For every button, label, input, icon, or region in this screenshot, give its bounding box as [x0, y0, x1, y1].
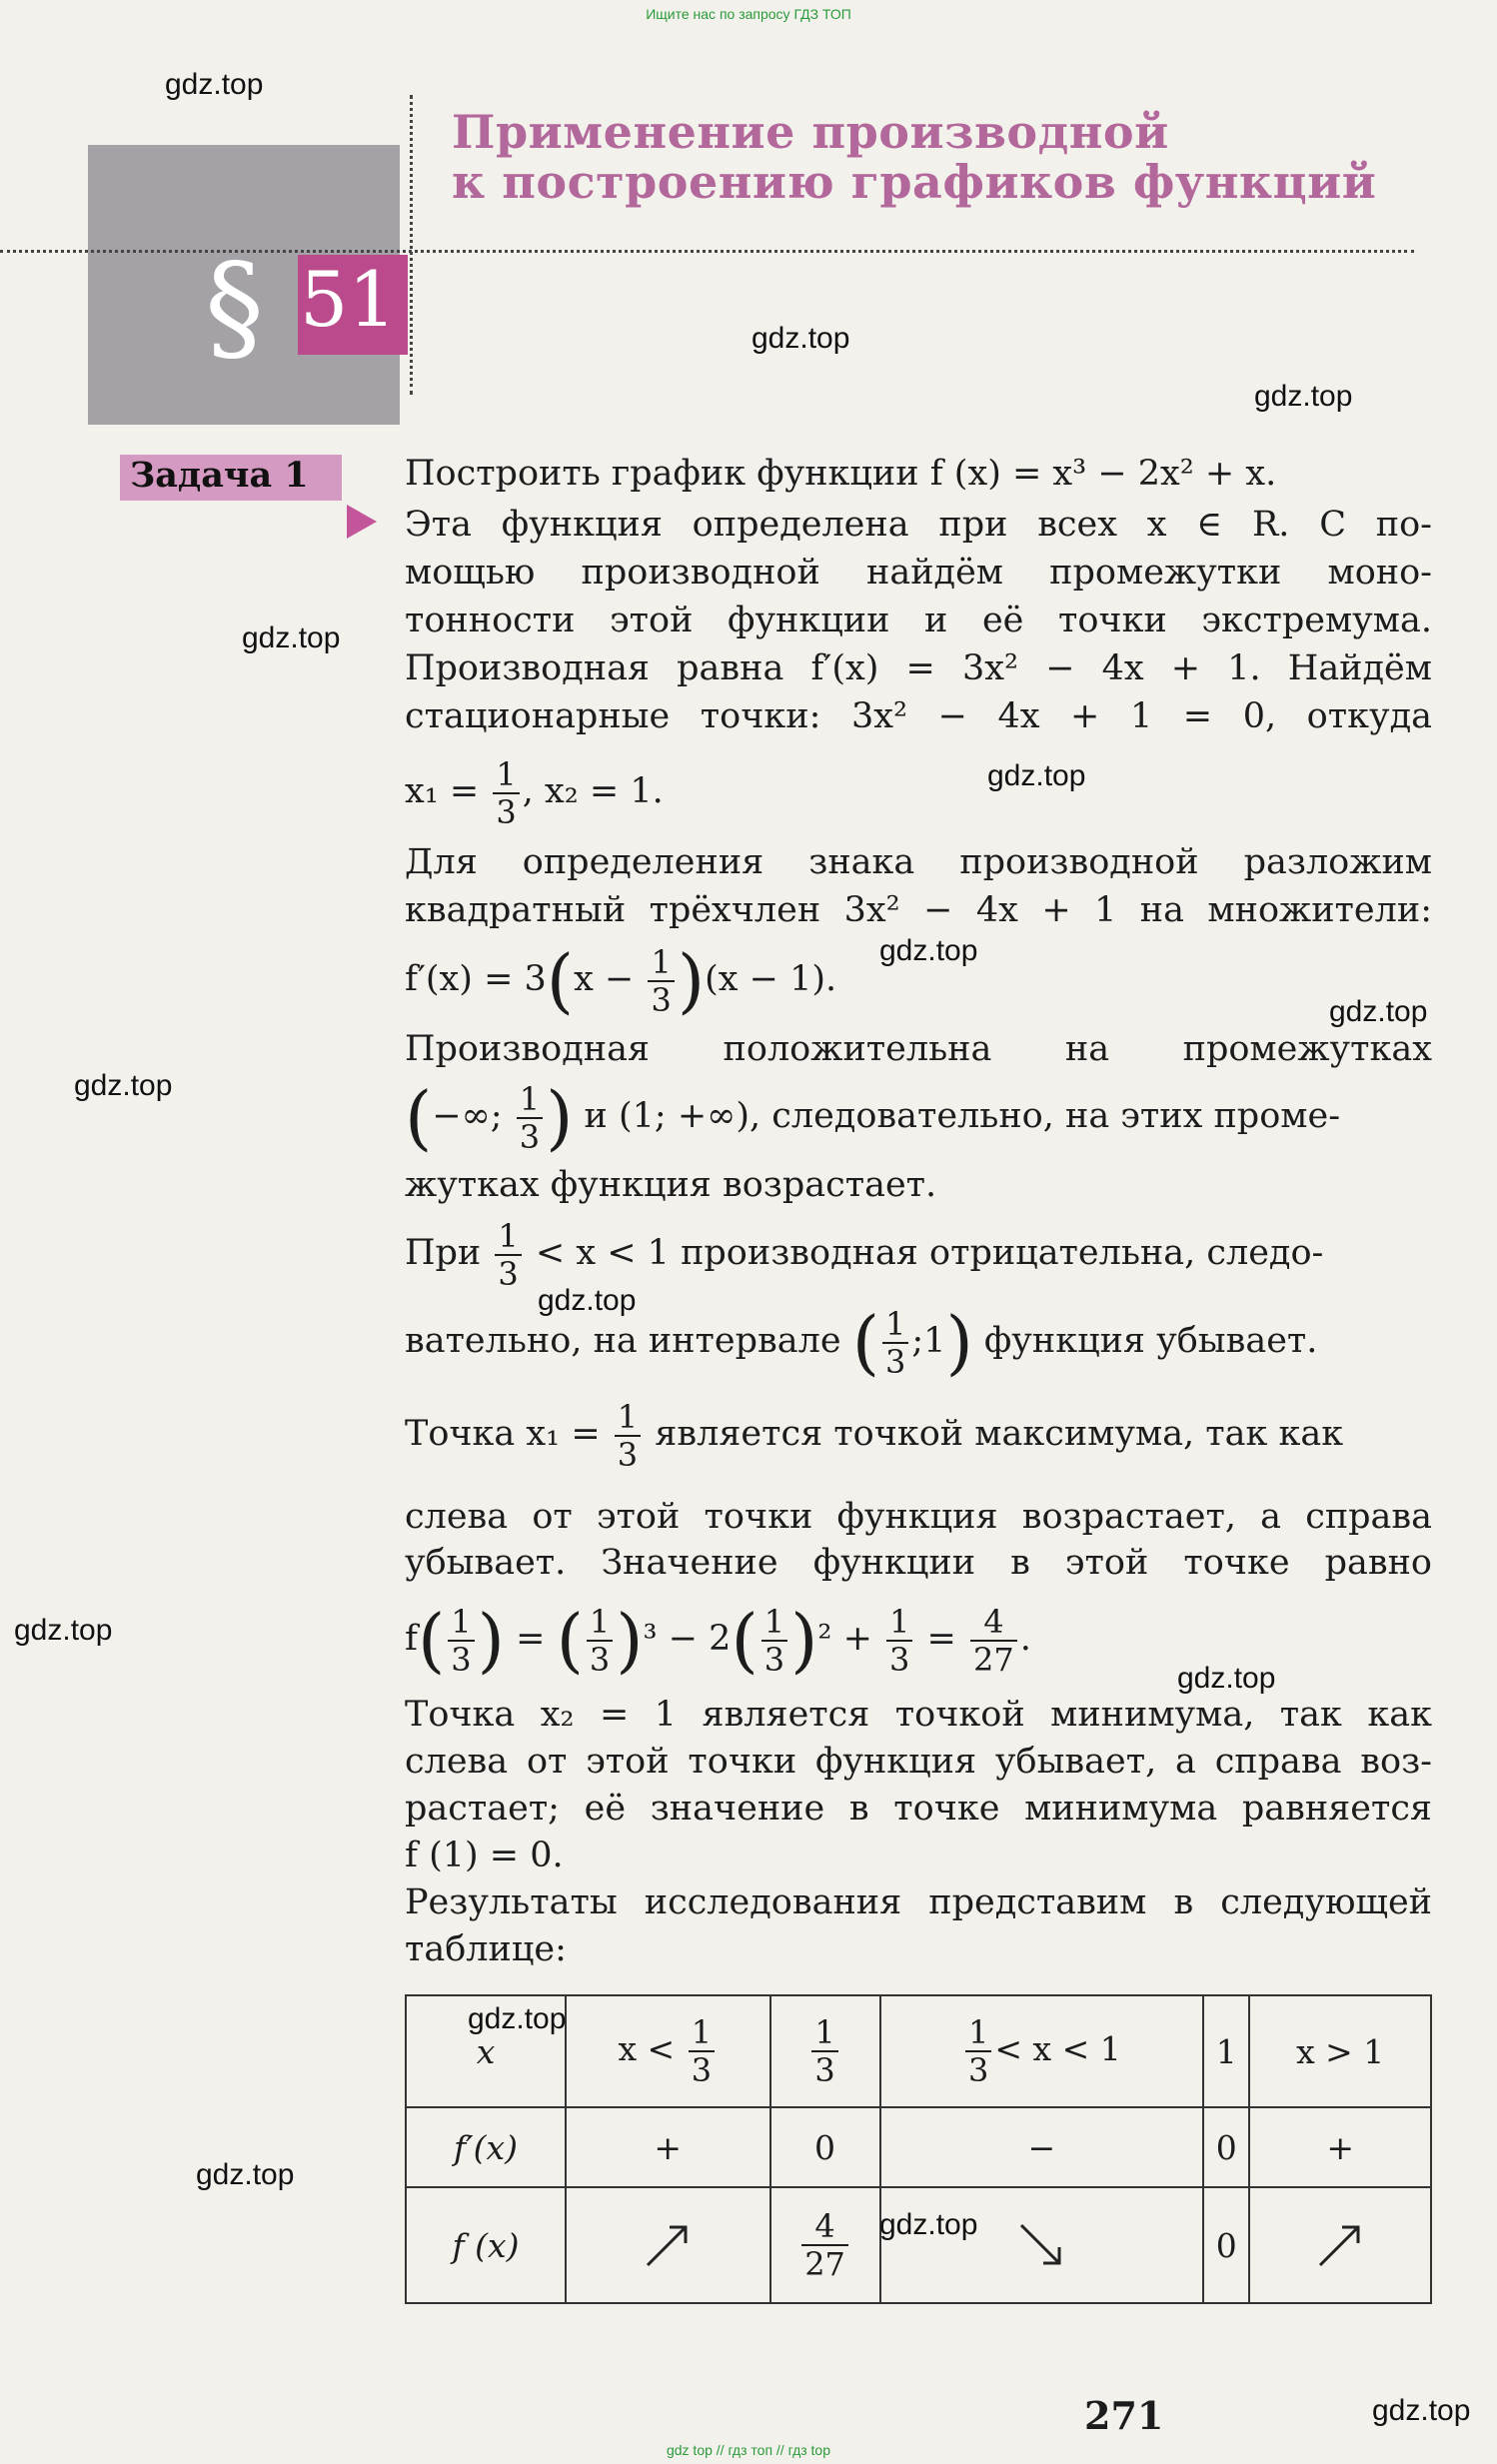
watermark: gdz.top	[242, 621, 341, 654]
table-header-derivative: f′(x)	[406, 2107, 566, 2187]
watermark: gdz.top	[165, 68, 264, 101]
section-sign: §	[205, 238, 264, 376]
table-cell: 0	[1203, 2107, 1249, 2187]
denominator: 3	[889, 1640, 910, 1679]
text-line: Эта функция определена при всех x ∈ R. С по-	[405, 505, 1432, 545]
text-line: тонности этой функции и её точки экстремума.	[405, 601, 1432, 640]
fraction	[493, 756, 519, 830]
numerator: 1	[615, 1399, 641, 1437]
table-cell	[770, 2187, 880, 2303]
text-line: Для определения знака производной разложим	[405, 842, 1432, 882]
numerator: 1	[689, 2014, 715, 2052]
text: x −	[574, 959, 635, 999]
fraction	[448, 1604, 474, 1678]
table-cell: 1	[1203, 1995, 1249, 2107]
text: ² +	[817, 1619, 872, 1659]
paren: )	[677, 939, 706, 1022]
text-line: таблице:	[405, 1929, 567, 1969]
text: является точкой максимума, так как	[655, 1414, 1344, 1454]
watermark: gdz.top	[1177, 1662, 1276, 1695]
denominator: 3	[691, 2051, 713, 2089]
denominator: 3	[814, 2051, 835, 2089]
fraction	[761, 1604, 787, 1678]
arrow-up-right-icon	[1312, 2217, 1368, 2273]
text-line-value	[405, 1597, 1432, 1681]
denominator: 3	[496, 792, 517, 831]
watermark: gdz.top	[751, 322, 850, 355]
text-line: f (1) = 0.	[405, 1836, 564, 1875]
text: f	[405, 1619, 418, 1659]
table-cell: +	[1249, 2107, 1431, 2187]
bottom-note: gdz top // гдз топ // гдз top	[666, 2442, 831, 2458]
numerator: 1	[517, 1081, 543, 1119]
table-header-x: x	[406, 1995, 566, 2107]
solution-marker-icon	[347, 505, 377, 539]
text-line: убывает. Значение функции в этой точке равно	[405, 1543, 1432, 1583]
watermark: gdz.top	[538, 1284, 637, 1317]
fraction	[615, 1399, 641, 1473]
numerator: 1	[882, 1306, 908, 1344]
table-row-function	[406, 2187, 1431, 2303]
text: Точка x₁ =	[405, 1414, 601, 1454]
watermark: gdz.top	[879, 2208, 978, 2241]
text: (x − 1).	[705, 959, 837, 999]
numerator: 4	[801, 2208, 848, 2246]
table-cell	[566, 2187, 770, 2303]
text: , x₂ = 1.	[522, 771, 664, 811]
text: < x < 1 производная отрицательна, следо-	[535, 1233, 1324, 1273]
text: −∞;	[432, 1096, 503, 1136]
fraction	[970, 1604, 1017, 1678]
dotted-rule-vertical	[410, 95, 413, 395]
table-cell: 0	[1203, 2187, 1249, 2303]
fraction	[689, 2014, 715, 2088]
table-cell: −	[880, 2107, 1203, 2187]
watermark: gdz.top	[196, 2158, 295, 2191]
numerator: 1	[648, 944, 674, 982]
text: и (1; +∞), следовательно, на этих проме-	[584, 1096, 1341, 1136]
paren: (	[405, 1076, 433, 1159]
fraction	[495, 1218, 521, 1292]
text: f′(x) = 3	[405, 959, 547, 999]
text-line-fraction	[405, 751, 1432, 831]
table-cell: 0	[770, 2107, 880, 2187]
numerator: 1	[965, 2014, 991, 2052]
text-line: стационарные точки: 3x² − 4x + 1 = 0, откуда	[405, 696, 1432, 736]
text-line-interval	[405, 1074, 1432, 1158]
text-line: квадратный трёхчлен 3x² − 4x + 1 на множители:	[405, 890, 1432, 930]
table-cell	[1249, 2187, 1431, 2303]
arrow-up-right-icon	[640, 2217, 696, 2273]
fraction	[886, 1604, 912, 1678]
text: ³ − 2	[643, 1619, 732, 1659]
denominator: 3	[967, 2051, 989, 2089]
watermark: gdz.top	[879, 934, 978, 967]
arrow-down-right-icon	[1013, 2217, 1069, 2273]
section-number: 51	[300, 255, 397, 344]
text: x₁ =	[405, 771, 480, 811]
watermark: gdz.top	[74, 1069, 173, 1102]
denominator: 3	[885, 1342, 906, 1381]
watermark: gdz.top	[1372, 2394, 1471, 2427]
text: функция убывает.	[983, 1321, 1318, 1361]
watermark: gdz.top	[987, 759, 1086, 792]
denominator: 3	[451, 1640, 472, 1679]
text-line-fraction	[405, 1394, 1432, 1474]
text-line: мощью производной найдём промежутки моно-	[405, 553, 1432, 593]
fraction	[801, 2208, 848, 2282]
fraction	[517, 1081, 543, 1155]
numerator: 1	[811, 2014, 837, 2052]
watermark: gdz.top	[1329, 995, 1428, 1028]
paren: )	[616, 1599, 644, 1682]
table-row-derivative	[406, 2107, 1431, 2187]
table-cell	[566, 1995, 770, 2107]
fraction	[965, 2014, 991, 2088]
fraction	[587, 1604, 613, 1678]
fraction	[648, 944, 674, 1018]
denominator: 3	[763, 1640, 785, 1679]
paren: )	[790, 1599, 818, 1682]
watermark: gdz.top	[14, 1614, 113, 1647]
paren: (	[546, 939, 575, 1022]
text-line: Производная равна f′(x) = 3x² − 4x + 1. Найдём	[405, 648, 1432, 688]
text-line: жутках функция возрастает.	[405, 1165, 937, 1205]
text: < x < 1	[994, 2029, 1121, 2068]
text: =	[516, 1619, 546, 1659]
numerator: 4	[970, 1604, 1017, 1642]
paren: (	[417, 1599, 446, 1682]
denominator: 3	[589, 1640, 611, 1679]
denominator: 3	[617, 1435, 639, 1474]
paren: (	[731, 1599, 758, 1682]
task-label: Задача 1	[130, 455, 309, 496]
watermark: gdz.top	[468, 2002, 567, 2035]
page-number: 271	[1084, 2393, 1164, 2438]
text-line: Результаты исследования представим в следующей	[405, 1882, 1432, 1922]
dotted-rule-horizontal	[0, 250, 1414, 253]
watermark: gdz.top	[1254, 380, 1353, 413]
paren: (	[851, 1301, 880, 1384]
text: ;1	[911, 1321, 946, 1361]
table-cell: x > 1	[1249, 1995, 1431, 2107]
text-line: слева от этой точки функция возрастает, а справа	[405, 1497, 1432, 1537]
table-cell: +	[566, 2107, 770, 2187]
fraction	[882, 1306, 908, 1380]
text: =	[926, 1619, 956, 1659]
paren: )	[477, 1599, 505, 1682]
numerator: 1	[761, 1604, 787, 1642]
fraction	[811, 2014, 837, 2088]
denominator: 3	[651, 980, 672, 1019]
denominator: 27	[973, 1640, 1014, 1679]
text-line: Производная положительна на промежутках	[405, 1029, 1432, 1069]
numerator: 1	[587, 1604, 613, 1642]
table-cell	[770, 1995, 880, 2107]
text: вательно, на интервале	[405, 1321, 841, 1361]
paren: )	[546, 1076, 574, 1159]
text: x <	[618, 2029, 676, 2068]
section-title-line2: к построению графиков функций	[452, 155, 1377, 209]
numerator: 1	[495, 1218, 521, 1256]
top-note: Ищите нас по запросу ГДЗ ТОП	[646, 6, 851, 22]
text-line: Точка x₂ = 1 является точкой минимума, так как	[405, 1695, 1432, 1735]
numerator: 1	[886, 1604, 912, 1642]
numerator: 1	[493, 756, 519, 794]
table-cell	[880, 2187, 1203, 2303]
text-line-fraction	[405, 1213, 1432, 1293]
text: .	[1019, 1619, 1031, 1659]
text: При	[405, 1233, 482, 1273]
task-statement: Построить график функции f (x) = x³ − 2x² + x.	[405, 454, 1277, 494]
text-line: растает; её значение в точке минимума равняется	[405, 1789, 1432, 1829]
section-title-line1: Применение производной	[452, 105, 1169, 159]
text-line: слева от этой точки функция убывает, а справа воз-	[405, 1742, 1432, 1782]
results-table	[405, 1994, 1432, 2304]
paren: (	[556, 1599, 584, 1682]
denominator: 3	[498, 1254, 519, 1293]
denominator: 3	[519, 1117, 541, 1156]
table-header-function: f (x)	[406, 2187, 566, 2303]
numerator: 1	[448, 1604, 474, 1642]
table-cell	[880, 1995, 1203, 2107]
denominator: 27	[804, 2245, 845, 2283]
paren: )	[945, 1301, 973, 1384]
